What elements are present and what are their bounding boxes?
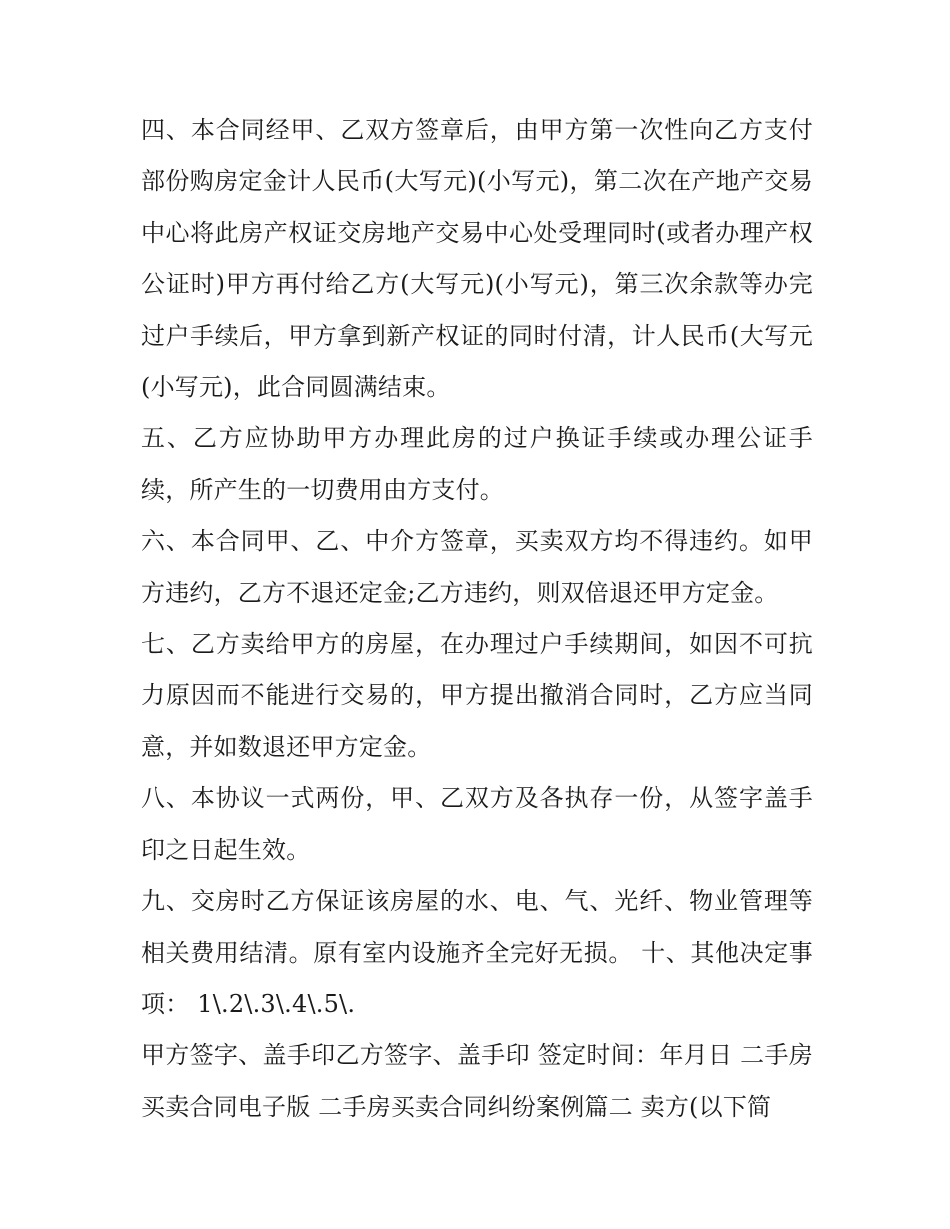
clause-5-paragraph: 五、乙方应协助甲方办理此房的过户换证手续或办理公证手续，所产生的一切费用由方支付。 bbox=[141, 424, 813, 504]
document-body bbox=[141, 105, 813, 1133]
clause-9-paragraph: 九、交房时乙方保证该房屋的水、电、气、光纤、物业管理等相关费用结清。原有室内设施齐全完好无损。 十、其他决定事项： 1\.2\.3\.4\.5\. bbox=[141, 887, 813, 1018]
signature-paragraph: 甲方签字、盖手印乙方签字、盖手印 签定时间：年月日 二手房买卖合同电子版 二手房买卖合同纠纷案例篇二 卖方(以下简 bbox=[141, 1041, 813, 1121]
clause-8-paragraph: 八、本协议一式两份，甲、乙双方及各执存一份，从签字盖手印之日起生效。 bbox=[141, 784, 813, 864]
clause-4-paragraph: 四、本合同经甲、乙双方签章后，由甲方第一次性向乙方支付部份购房定金计人民币(大写元)(小写元)，第二次在产地产交易中心将此房产权证交房地产交易中心处受理同时(或者办理产权公证时)甲方再付给乙方(大写元)(小写元)，第三次余款等办完过户手续后，甲方拿到新产权证的同时付清，计人民币(大写元(小写元)，此合同圆满结束。 bbox=[141, 116, 813, 402]
clause-7-paragraph: 七、乙方卖给甲方的房屋，在办理过户手续期间，如因不可抗力原因而不能进行交易的，甲方提出撤消合同时，乙方应当同意，并如数退还甲方定金。 bbox=[141, 630, 813, 761]
clause-6-paragraph: 六、本合同甲、乙、中介方签章，买卖双方均不得违约。如甲方违约，乙方不退还定金;乙方违约，则双倍退还甲方定金。 bbox=[141, 527, 813, 607]
